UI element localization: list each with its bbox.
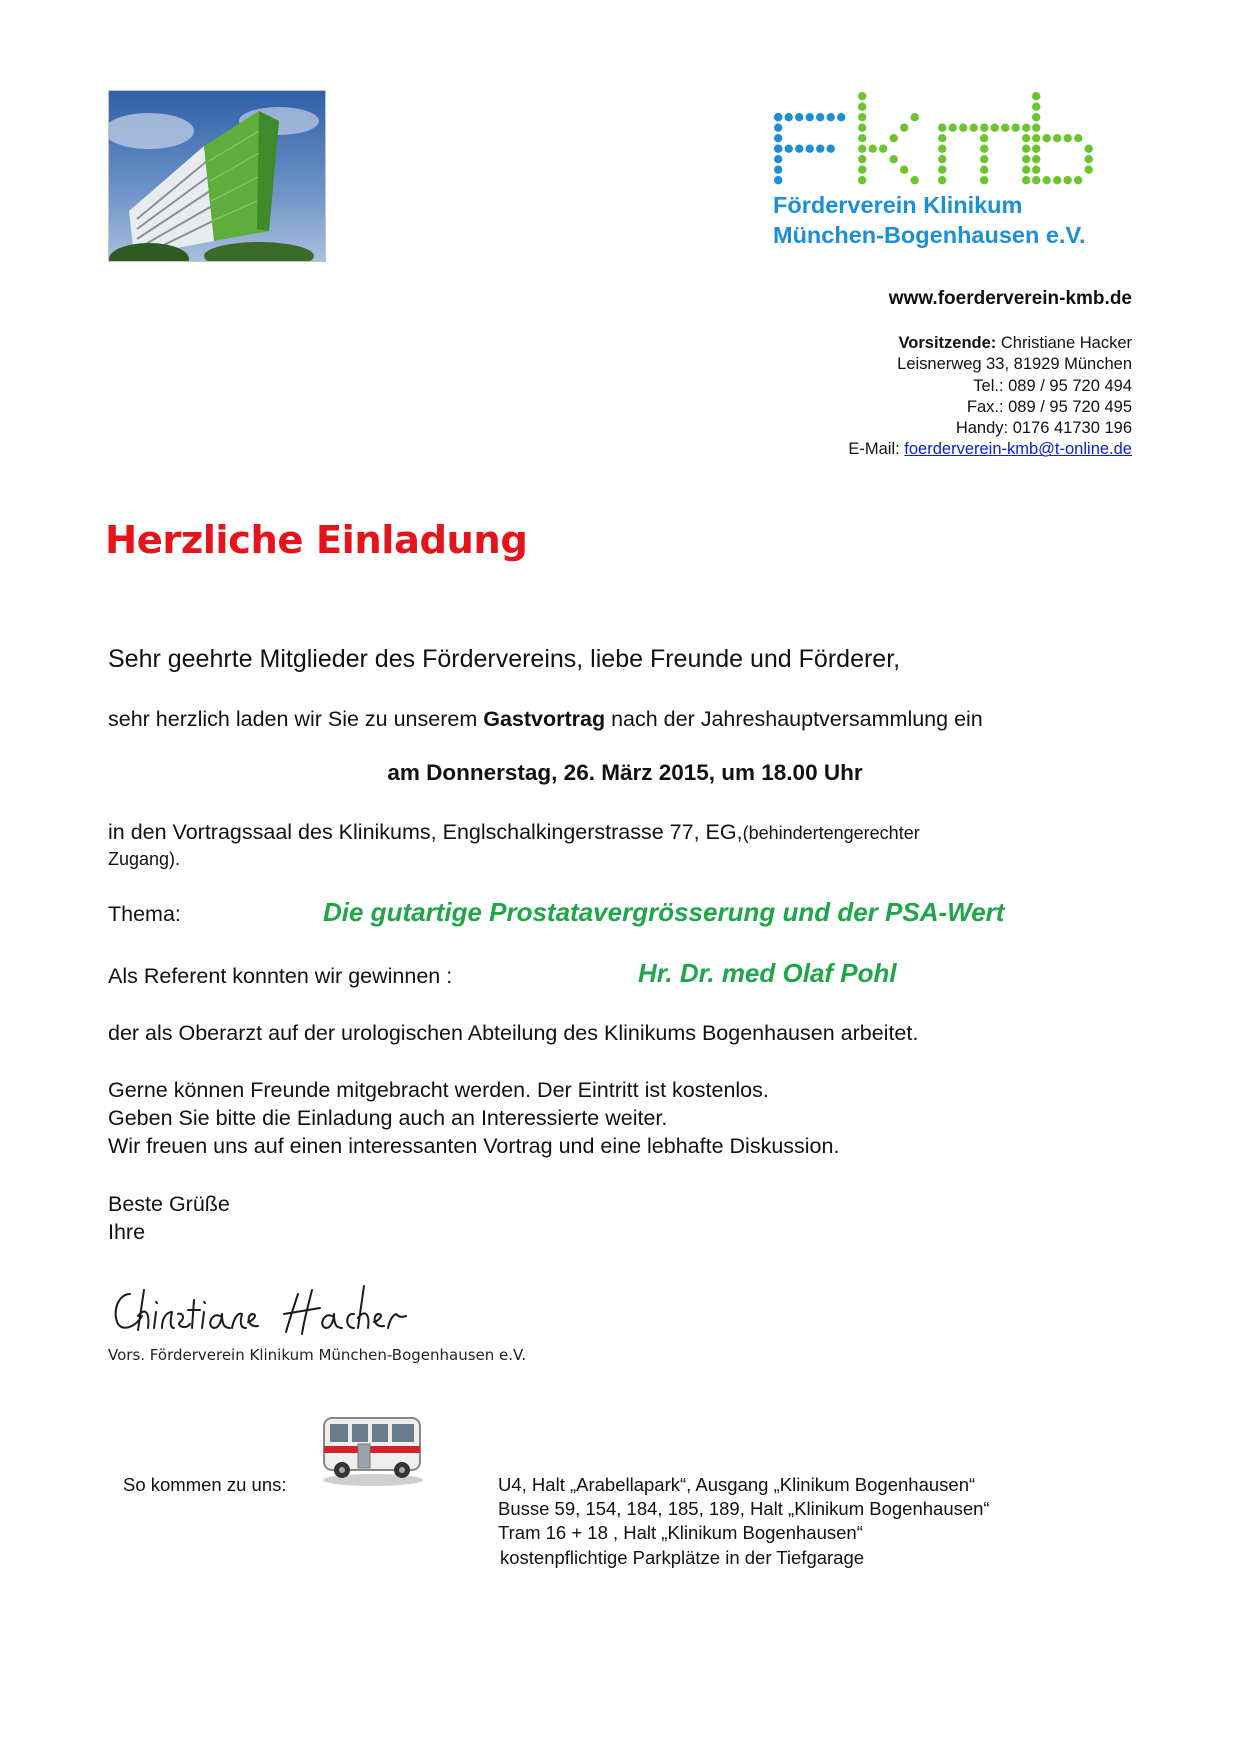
fkmb-dotted-logo-icon (770, 88, 1142, 186)
speaker-name: Hr. Dr. med Olaf Pohl (638, 958, 897, 988)
venue-line (108, 820, 920, 845)
chair-line (848, 333, 1132, 354)
venue-main: in den Vortragssaal des Klinikums, Englschalkingerstrasse 77, EG, (108, 820, 743, 844)
logo-dot (938, 124, 946, 132)
paragraph-line: Geben Sie bitte die Einladung auch an Interessierte weiter. (108, 1106, 668, 1130)
logo-dot (858, 134, 866, 142)
logo-dot (890, 134, 898, 142)
logo-dot (774, 113, 782, 121)
logo-dot (938, 176, 946, 184)
logo-dot (949, 124, 957, 132)
invitation-heading: Herzliche Einladung (105, 518, 528, 563)
logo-dot (858, 176, 866, 184)
logo-dot (938, 166, 946, 174)
logo-dot (774, 166, 782, 174)
invite-line (108, 707, 983, 732)
logo-dot (1032, 92, 1040, 100)
logo-dot (816, 145, 824, 153)
logo-dot (980, 166, 988, 174)
logo-dot (858, 145, 866, 153)
logo-dot (858, 92, 866, 100)
logo-dot (938, 155, 946, 163)
direction-line: kostenpflichtige Parkplätze in der Tiefgarage (500, 1547, 865, 1568)
logo-dot (774, 124, 782, 132)
logo-dot (1064, 176, 1072, 184)
directions-label: So kommen zu uns: (123, 1474, 287, 1495)
logo-dot (816, 113, 824, 121)
salutation: Sehr geehrte Mitglieder des Fördervereins, liebe Freunde und Förderer, (108, 645, 901, 673)
invite-pre: sehr herzlich laden wir Sie zu unserem (108, 707, 484, 731)
logo-dot (1043, 176, 1051, 184)
logo-dot (1074, 134, 1082, 142)
logo-dot (991, 124, 999, 132)
logo-dot (980, 155, 988, 163)
logo-dot (1032, 103, 1040, 111)
mobile-line: Handy: 0176 41730 196 (955, 419, 1132, 438)
contact-block (848, 333, 1132, 461)
logo-dot (938, 145, 946, 153)
venue-continuation: Zugang). (108, 849, 181, 869)
logo-dot (1022, 166, 1030, 174)
logo-dot (1032, 113, 1040, 121)
website-link[interactable]: www.foerderverein-kmb.de (888, 288, 1132, 309)
hospital-photo (108, 90, 326, 262)
logo-dot (1032, 155, 1040, 163)
bus-icon (318, 1408, 428, 1488)
event-date: am Donnerstag, 26. März 2015, um 18.00 Uhr (387, 760, 863, 785)
logo-dot (1053, 134, 1061, 142)
signature-icon (108, 1272, 408, 1342)
org-name-line2: München-Bogenhausen e.V. (773, 222, 1086, 248)
email-line (848, 439, 1132, 460)
chair-name: Christiane Hacker (996, 334, 1132, 352)
logo-dot (911, 113, 919, 121)
logo-dot (774, 134, 782, 142)
logo-dot (795, 145, 803, 153)
paragraph-line: Gerne können Freunde mitgebracht werden. Der Eintritt ist kostenlos. (108, 1078, 769, 1102)
logo-dot (785, 145, 793, 153)
logo-dot (938, 134, 946, 142)
logo-dot (980, 134, 988, 142)
logo-dot (806, 113, 814, 121)
logo-dot (774, 176, 782, 184)
bus-image (318, 1408, 428, 1488)
logo-dot (858, 124, 866, 132)
direction-line: Tram 16 + 18 , Halt „Klinikum Bogenhausen“ (498, 1522, 863, 1543)
logo-dot (795, 113, 803, 121)
logo-dot (1012, 124, 1020, 132)
logo-dot (858, 113, 866, 121)
logo-dot (1032, 134, 1040, 142)
logo-dot (858, 166, 866, 174)
paragraph-line: Wir freuen uns auf einen interessanten Vortrag und eine lebhafte Diskussion. (108, 1134, 840, 1158)
speaker-description: der als Oberarzt auf der urologischen Abteilung des Klinikums Bogenhausen arbeitet. (108, 1021, 919, 1045)
address-line: Leisnerweg 33, 81929 München (897, 355, 1132, 374)
fkmb-logo (770, 88, 1142, 186)
logo-dot (858, 155, 866, 163)
org-name-line1: Förderverein Klinikum (773, 192, 1023, 218)
logo-dot (1032, 124, 1040, 132)
logo-dot (1022, 176, 1030, 184)
logo-dot (1022, 124, 1030, 132)
logo-dot (837, 113, 845, 121)
direction-line: U4, Halt „Arabellapark“, Ausgang „Klinikum Bogenhausen“ (498, 1474, 976, 1495)
speaker-label: Als Referent konnten wir gewinnen : (108, 964, 453, 988)
logo-dot (785, 113, 793, 121)
handwritten-signature (108, 1272, 408, 1342)
logo-dot (890, 155, 898, 163)
logo-dot (970, 124, 978, 132)
logo-dot (858, 103, 866, 111)
email-link[interactable]: foerderverein-kmb@t-online.de (904, 440, 1132, 459)
logo-dot (774, 155, 782, 163)
logo-dot (1022, 145, 1030, 153)
logo-dot (827, 113, 835, 121)
logo-dot (980, 124, 988, 132)
tel-line: Tel.: 089 / 95 720 494 (973, 376, 1132, 395)
logo-dot (980, 145, 988, 153)
topic-title: Die gutartige Prostatavergrösserung und der PSA-Wert (323, 897, 1005, 927)
direction-line: Busse 59, 154, 184, 185, 189, Halt „Klinikum Bogenhausen“ (498, 1498, 990, 1519)
closing-line: Ihre (108, 1220, 146, 1244)
email-label: E-Mail: (848, 440, 905, 459)
signature-caption: Vors. Förderverein Klinikum München-Bogenhausen e.V. (108, 1346, 527, 1364)
invite-post: nach der Jahreshauptversammlung ein (605, 707, 983, 731)
logo-dot (774, 145, 782, 153)
logo-dot (1074, 176, 1082, 184)
logo-dot (980, 176, 988, 184)
venue-small: (behindertengerechter (742, 823, 920, 843)
fax-line: Fax.: 089 / 95 720 495 (966, 397, 1132, 416)
invite-bold: Gastvortrag (483, 707, 606, 731)
logo-dot (1032, 166, 1040, 174)
hospital-building-image (109, 91, 325, 261)
logo-dot (1064, 134, 1072, 142)
logo-dot (869, 145, 877, 153)
logo-dot (900, 166, 908, 174)
logo-dot (1001, 124, 1009, 132)
logo-dot (1022, 134, 1030, 142)
logo-dot (879, 145, 887, 153)
logo-dot (1022, 155, 1030, 163)
topic-label: Thema: (108, 902, 181, 926)
logo-dot (1032, 176, 1040, 184)
closing-line: Beste Grüße (108, 1192, 230, 1216)
logo-dot (827, 145, 835, 153)
logo-dot (911, 176, 919, 184)
logo-dot (959, 124, 967, 132)
logo-dot (1085, 166, 1093, 174)
logo-dot (1053, 176, 1061, 184)
logo-dot (900, 124, 908, 132)
logo-dot (1085, 145, 1093, 153)
logo-dot (1085, 155, 1093, 163)
logo-dot (1043, 134, 1051, 142)
chair-label: Vorsitzende: (898, 334, 997, 352)
logo-dot (806, 145, 814, 153)
logo-dot (1032, 145, 1040, 153)
